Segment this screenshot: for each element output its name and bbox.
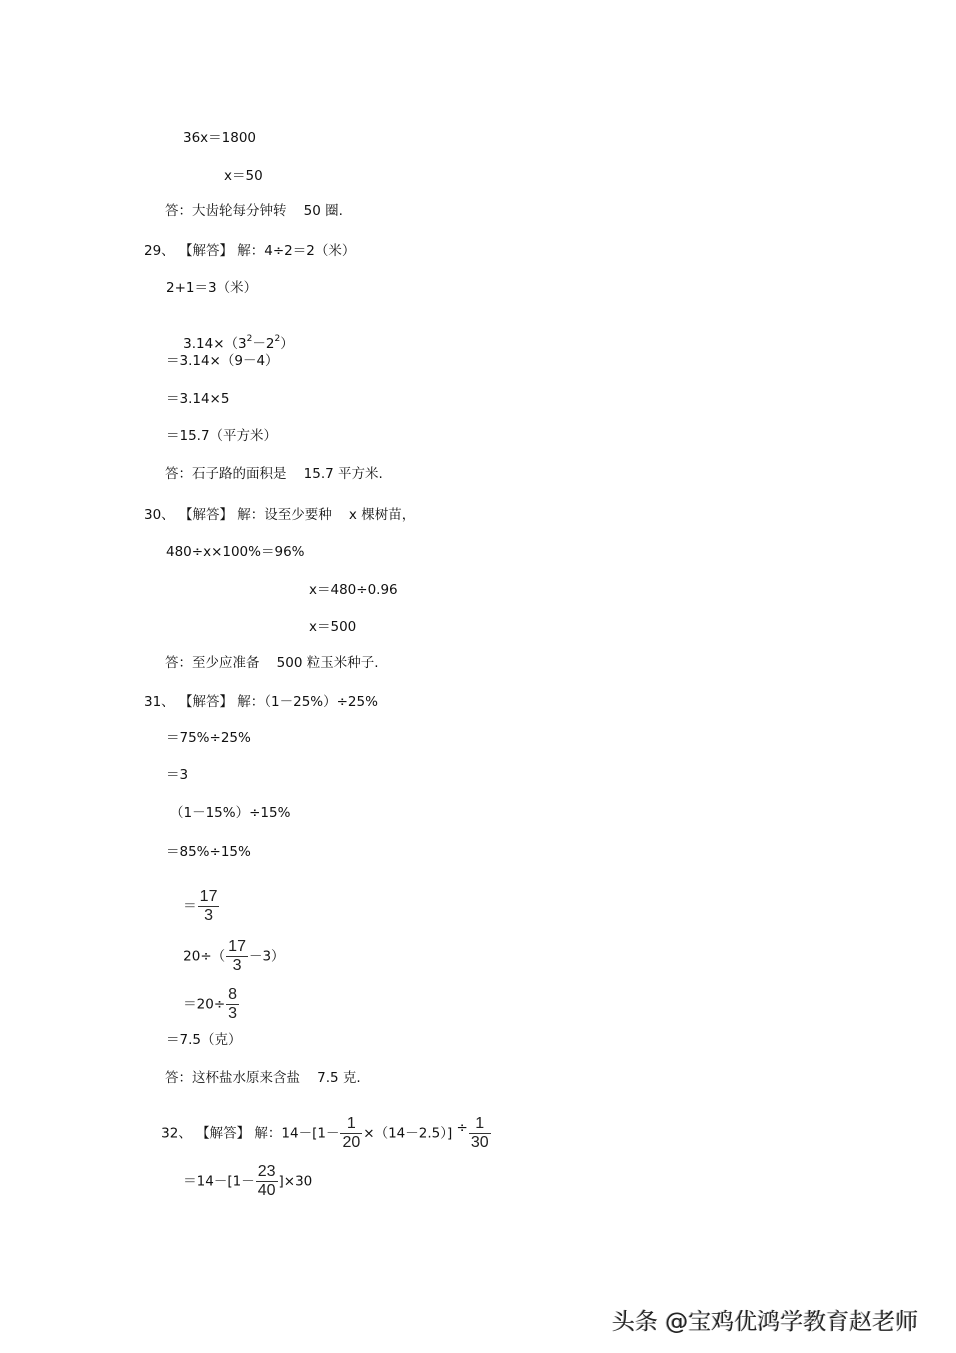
fraction [340,1115,362,1152]
equation-line: ＝15.7（平方米） [166,428,278,444]
divide-operator: ÷ [456,1119,468,1136]
equation-line [166,1145,312,1218]
equation-line: （1－15%）÷15% [170,805,291,821]
equation-line: 2+1＝3（米） [166,280,258,296]
expr-part: －3） [248,948,285,965]
answer-line: 答：至少应准备 500 粒玉米种子. [165,655,379,671]
expr-part: 32、 【解答】 解：14－[1－ [161,1125,340,1142]
expr-part: －2 [252,336,275,352]
fraction [469,1115,491,1152]
expr-part: ＝14－[1－ [183,1173,255,1190]
equation-line: ＝7.5（克） [166,1032,242,1048]
fraction [226,986,239,1023]
exponent: 2 [274,334,281,344]
problem-31-heading: 31、 【解答】 解：（1－25%）÷25% [144,694,378,710]
denominator: 3 [204,907,214,924]
expr-part: 20÷（ [183,948,226,965]
numerator: 1 [469,1115,491,1134]
denominator: 40 [257,1182,276,1199]
expr-part: ×（14－2.5）] [363,1125,453,1142]
equation-line: ＝85%÷15% [166,844,251,860]
equation-line: ＝75%÷25% [166,730,251,746]
equation-line: ＝3 [166,767,189,783]
expr-part: ＝20÷ [183,996,226,1013]
equation-line: x＝50 [224,168,263,184]
numerator: 23 [257,1163,276,1180]
denominator: 3 [232,957,242,974]
answer-line: 答：大齿轮每分钟转 50 圈. [165,203,343,219]
expr-part: ]×30 [278,1173,313,1190]
equation-line: x＝500 [309,619,357,635]
equation-line: x＝480÷0.96 [309,582,398,598]
expr-part: ＝ [183,898,197,915]
denominator: 30 [470,1134,489,1151]
numerator: 8 [228,986,238,1003]
problem-29-heading: 29、 【解答】 解：4÷2＝2（米） [144,243,356,259]
answer-line: 答：这杯盐水原来含盐 7.5 克. [165,1070,361,1086]
equation-line: 480÷x×100%＝96% [166,544,305,560]
expr-part: ） [280,336,294,352]
denominator: 20 [342,1134,361,1151]
fraction [256,1163,278,1200]
equation-line: ＝3.14×（9－4） [166,353,279,369]
denominator: 3 [228,1005,238,1022]
answer-line: 答：石子路的面积是 15.7 平方米. [165,466,383,482]
equation-line: ＝3.14×5 [166,391,230,407]
equation-line: 36x＝1800 [183,130,257,146]
numerator: 1 [340,1115,362,1134]
exponent: 2 [246,334,253,344]
problem-30-heading: 30、 【解答】 解：设至少要种 x 棵树苗， [144,507,416,523]
numerator: 17 [228,938,246,955]
watermark: 头条 @宝鸡优鸿学教育赵老师 [612,1309,919,1335]
expr-part: 3.14×（3 [183,336,247,352]
numerator: 17 [199,888,218,905]
